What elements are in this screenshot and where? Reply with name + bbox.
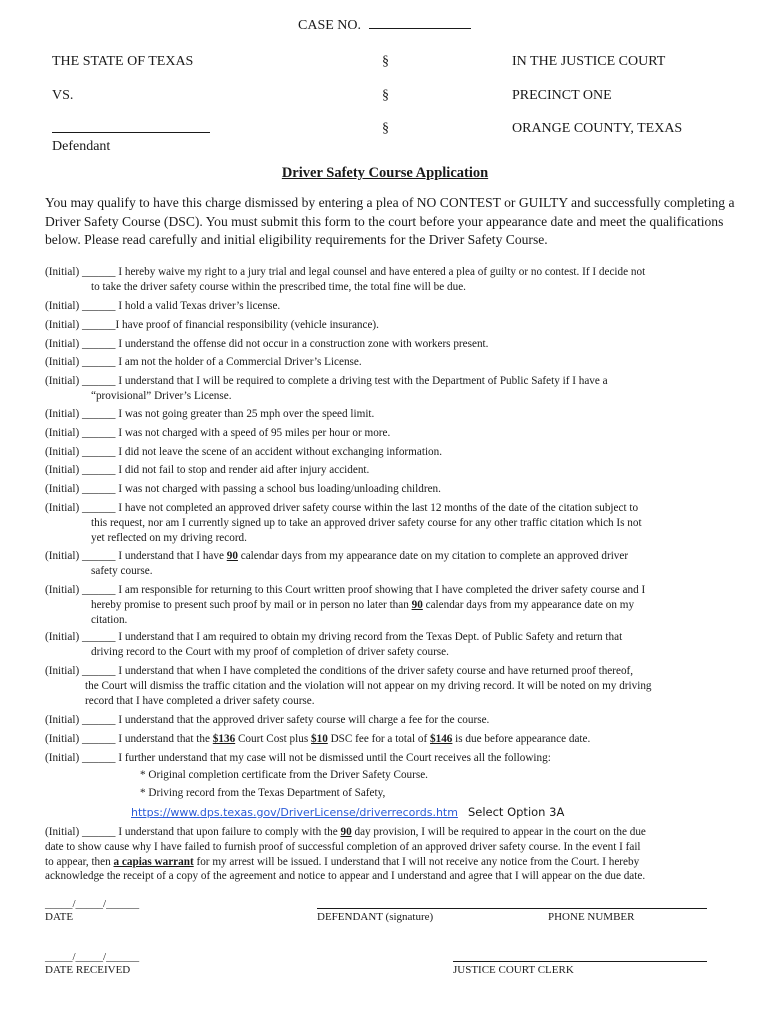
item-text — [45, 732, 730, 747]
requirement-item[interactable] — [45, 751, 730, 766]
option-note: Select Option 3A — [467, 805, 565, 819]
item-text: (Initial) ______ I am not the holder of a Commercial Driver’s License. — [45, 356, 362, 368]
item-text-part: DSC fee for a total of — [327, 733, 430, 745]
days-count: 90 — [226, 550, 238, 562]
requirement-item[interactable] — [45, 318, 730, 333]
item-text: (Initial) ______ I was not going greater than 25 mph over the speed limit. — [45, 408, 375, 420]
item-text-part: calendar days from my appearance date on my — [422, 598, 635, 611]
section-mark-2: § — [382, 88, 389, 103]
defendant-signature-label: DEFENDANT (signature) — [317, 911, 434, 923]
item-text: (Initial) ______ I understand that when I have completed the conditions of the driver safety course and have returned proof thereof, — [45, 665, 634, 677]
item-text-cont: citation. — [91, 613, 128, 626]
caption-left-2: VS. — [52, 88, 74, 103]
item-text: (Initial) ______ I have not completed an approved driver safety course within the last 12 months of the date of the citation subject to — [45, 502, 639, 514]
item-text: (Initial) ______ I understand that I am required to obtain my driving record from the Texas Dept. of Public Safety and return that — [45, 631, 623, 643]
court-cost-amount: $136 — [212, 733, 236, 745]
item-text-part: Court Cost plus — [235, 733, 311, 745]
requirement-item[interactable] — [45, 713, 730, 728]
item-text-part: to appear, then — [45, 855, 114, 868]
item-text-cont: safety course. — [91, 564, 153, 577]
case-number — [298, 18, 471, 34]
date-received-blank[interactable]: _____/_____/______ — [45, 951, 140, 963]
total-amount: $146 — [430, 733, 453, 745]
item-text: (Initial) ______ I was not charged with a speed of 95 miles per hour or more. — [45, 427, 391, 439]
item-text-cont: acknowledge the receipt of a copy of the agreement and notice to appear and I understand and agree that I will appear on the due date. — [45, 870, 646, 883]
item-text: (Initial) ______ I hereby waive my right to a jury trial and legal counsel and have entered a plea of guilty or no contest. If I decide not — [45, 266, 646, 278]
item-text: (Initial) ______ I was not charged with passing a school bus loading/unloading children. — [45, 483, 441, 495]
item-text-cont: yet reflected on my driving record. — [91, 531, 247, 544]
item-text-part: day provision, I will be required to appear in the court on the due — [351, 826, 646, 838]
case-no-blank[interactable] — [369, 28, 471, 29]
section-mark-1: § — [382, 54, 389, 69]
clerk-signature-line[interactable] — [453, 961, 707, 962]
requirement-item[interactable] — [45, 583, 730, 627]
item-text: (Initial) ______ I am responsible for returning to this Court written proof showing that I have completed the driver safety course and I — [45, 584, 646, 596]
defendant-signature-line[interactable] — [317, 908, 707, 909]
capias-warrant: a capias warrant — [113, 855, 194, 868]
requirement-item[interactable] — [45, 374, 730, 404]
item-text: (Initial) ______ I hold a valid Texas driver’s license. — [45, 300, 281, 312]
requirement-item[interactable] — [45, 299, 730, 314]
item-text-cont: “provisional” Driver’s License. — [91, 389, 232, 402]
item-text: (Initial) ______I have proof of financial responsibility (vehicle insurance). — [45, 319, 379, 331]
item-text-cont: date to show cause why I have failed to furnish proof of successful completion of an approved driver safety course. In the event I fail — [45, 840, 641, 853]
item-text: (Initial) ______ I did not fail to stop and render aid after injury accident. — [45, 464, 370, 476]
item-text-cont — [45, 598, 730, 613]
item-text-part: (Initial) ______ I understand that upon failure to comply with the — [45, 826, 341, 838]
item-text-cont: to take the driver safety course within the prescribed time, the total fine will be due. — [91, 280, 466, 293]
bullet-certificate: * Original completion certificate from the Driver Safety Course. — [140, 769, 428, 781]
case-no-label: CASE NO. — [298, 18, 362, 33]
item-text-cont: the Court will dismiss the traffic citation and the violation will not appear on my driving record. It will be noted on my driving — [85, 679, 652, 692]
item-text: (Initial) ______ I understand that I will be required to complete a driving test with the Department of Public Safety if I have a — [45, 375, 608, 387]
requirement-item[interactable] — [45, 445, 730, 460]
intro-paragraph: You may qualify to have this charge dismissed by entering a plea of NO CONTEST or GUILTY and successfully completing a Driver Safety Course (DSC). You must submit this form to the court before your appearance date and meet the qualifications below. Please read carefully and initial eligibility requirements for the Driver Safety Course. — [45, 195, 735, 247]
caption-right-2: PRECINCT ONE — [512, 88, 612, 103]
defendant-name-blank[interactable] — [52, 132, 210, 133]
date-received-label: DATE RECEIVED — [45, 964, 131, 976]
failure-to-comply-paragraph[interactable] — [45, 825, 730, 884]
caption-right-3: ORANGE COUNTY, TEXAS — [512, 121, 683, 136]
caption-left-1: THE STATE OF TEXAS — [52, 54, 194, 69]
item-text: (Initial) ______ I further understand that my case will not be dismissed until the Court receives all the following: — [45, 752, 551, 764]
dps-link-row — [131, 803, 564, 821]
date-label: DATE — [45, 911, 74, 923]
item-text-cont — [45, 855, 730, 870]
requirement-item[interactable] — [45, 549, 730, 579]
requirement-item[interactable] — [45, 355, 730, 370]
requirement-item[interactable] — [45, 732, 730, 747]
item-text: (Initial) ______ I did not leave the scene of an accident without exchanging information. — [45, 446, 443, 458]
bullet-driving-record: * Driving record from the Texas Department of Safety, — [140, 787, 386, 799]
item-text — [45, 549, 730, 564]
item-text: (Initial) ______ I understand the offense did not occur in a construction zone with workers present. — [45, 338, 489, 350]
item-text-cont: record that I have completed a driver safety course. — [85, 694, 315, 707]
date-blank[interactable]: _____/_____/______ — [45, 898, 140, 910]
item-text-part: calendar days from my appearance date on my citation to complete an approved driver — [237, 550, 629, 562]
requirement-item[interactable] — [45, 407, 730, 422]
requirement-item[interactable] — [45, 463, 730, 478]
requirement-item[interactable] — [45, 630, 730, 660]
requirement-item[interactable] — [45, 265, 730, 295]
section-mark-3: § — [382, 121, 389, 136]
item-text — [45, 825, 730, 840]
caption-right-1: IN THE JUSTICE COURT — [512, 54, 666, 69]
days-count: 90 — [411, 598, 423, 611]
dsc-fee-amount: $10 — [311, 733, 328, 745]
caption-left-3: Defendant — [52, 139, 111, 154]
requirement-item[interactable] — [45, 337, 730, 352]
requirement-item[interactable] — [45, 426, 730, 441]
phone-number-label: PHONE NUMBER — [548, 911, 635, 923]
item-text-part: (Initial) ______ I understand that I have — [45, 550, 227, 562]
requirement-item[interactable] — [45, 501, 730, 545]
item-text-part: for my arrest will be issued. I understand that I will not receive any notice from the Court. I hereby — [193, 855, 640, 868]
justice-court-clerk-label: JUSTICE COURT CLERK — [453, 964, 574, 976]
form-title: Driver Safety Course Application — [281, 165, 489, 181]
requirement-item[interactable] — [45, 664, 730, 708]
requirement-item[interactable] — [45, 482, 730, 497]
days-count: 90 — [340, 826, 352, 838]
item-text-cont: driving record to the Court with my proof of completion of driver safety course. — [91, 645, 449, 658]
item-text: (Initial) ______ I understand that the approved driver safety course will charge a fee for the course. — [45, 714, 490, 726]
item-text-cont: this request, nor am I currently signed up to take an approved driver safety course for any other traffic citation which Is not — [91, 516, 642, 529]
item-text-part: hereby promise to present such proof by mail or in person no later than — [91, 598, 412, 611]
item-text-part: (Initial) ______ I understand that the — [45, 733, 213, 745]
dps-driver-records-link[interactable]: https://www.dps.texas.gov/DriverLicense/driverrecords.htm — [131, 806, 458, 819]
item-text-part: is due before appearance date. — [452, 733, 591, 745]
